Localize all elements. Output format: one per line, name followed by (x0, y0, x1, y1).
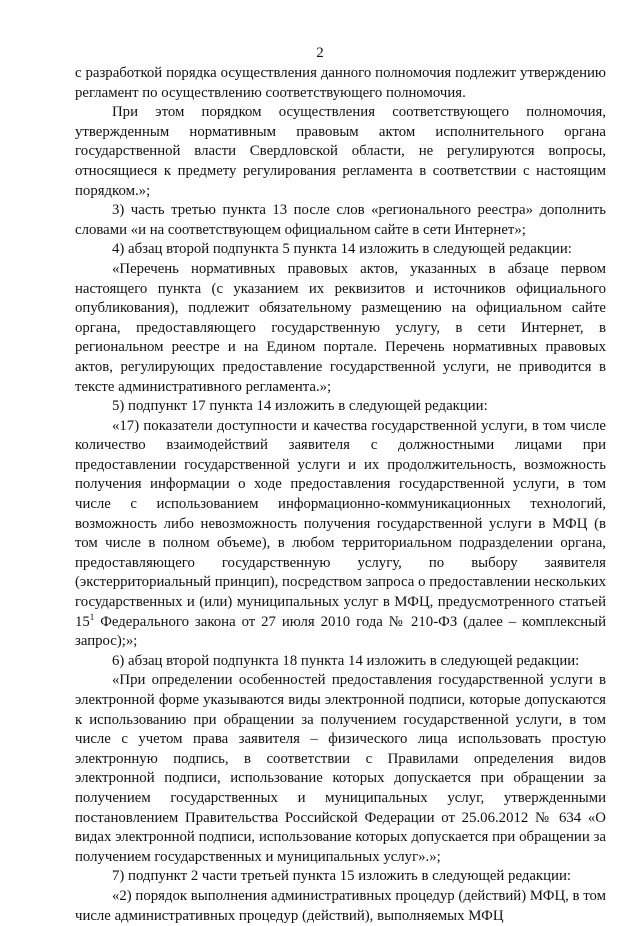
paragraph-item-4: 4) абзац второй подпункта 5 пункта 14 изложить в следующей редакции: (112, 241, 572, 258)
paragraph-item-6: 6) абзац второй подпункта 18 пункта 14 изложить в следующей редакции: (112, 652, 580, 669)
article-superscript: 1 (89, 611, 95, 622)
document-body (75, 64, 606, 926)
paragraph-continuation: с разработкой порядка осуществления данного полномочия подлежит утверждению регламент по осуществлению соответствующего полномочия. (75, 65, 606, 101)
paragraph-procedure-note: При этом порядком осуществления соответствующего полномочия, утвержденным нормативным правовым актом исполнительного органа государственной власти Свердловской области, не регулируются вопросы, относящиеся к предмету регулирования регламента в соответствии с настоящим порядком.»; (75, 104, 606, 199)
paragraph-electronic-signature: «При определении особенностей предоставления государственной услуги в электронной форме указываются виды электронной подписи, которые допускаются к использованию при обращении за получением государственной услуги, в том числе с учетом права заявителя – физического лица использовать простую электронную подпись, в соответствии с Правилами определения видов электронной подписи, использование которых допускается при обращении за получением государственных и муниципальных услуг, утвержденными постановлением Правительства Российской Федерации от 25.06.2012 № 634 «О видах электронной подписи, использование которых допускается при обращении за получением государственных и муниципальных услуг».»; (75, 672, 606, 865)
indicators-text-before: «17) показатели доступности и качества государственной услуги, в том числе количество взаимодействий заявителя с должностными лицами при предоставлении государственной услуги и их продолжительность, возможность получения информации о ходе предоставления государственной услуги, в том числе с использованием информационно-коммуникационных технологий, возможность либо невозможность получения государственной услуги в МФЦ (в том числе в полном объеме), в любом территориальном подразделении органа, предоставляющего государственную услугу, по выбору заявителя (экстерриториальный принцип), посредством запроса о предоставлении нескольких государственных и (или) муниципальных услуг в МФЦ, предусмотренного статьей 15 (75, 417, 606, 630)
page-number: 2 (316, 45, 324, 61)
paragraph-mfc-procedures: «2) порядок выполнения административных процедур (действий) МФЦ, в том числе административных процедур (действий), выполняемых МФЦ (75, 887, 606, 924)
paragraph-item-7: 7) подпункт 2 части третьей пункта 15 изложить в следующей редакции: (112, 868, 571, 885)
paragraph-item-5: 5) подпункт 17 пункта 14 изложить в следующей редакции: (112, 398, 488, 415)
indicators-text-after: Федерального закона от 27 июля 2010 года № 210-ФЗ (далее – комплексный запрос);»; (75, 613, 606, 650)
paragraph-accessibility-indicators (75, 417, 606, 652)
paragraph-item-3: 3) часть третью пункта 13 после слов «регионального реестра» дополнить словами «и на соответствующем официальном сайте в сети Интернет»; (75, 202, 606, 238)
paragraph-legal-acts-list: «Перечень нормативных правовых актов, указанных в абзаце первом настоящего пункта (с указанием их реквизитов и источников официального опубликования), подлежит обязательному размещению на официальном сайте органа, предоставляющего государственную услугу, в сети Интернет, в региональном реестре и на Едином портале. Перечень нормативных правовых актов, регулирующих предоставление государственной услуги, не приводится в тексте административного регламента.»; (75, 260, 606, 395)
